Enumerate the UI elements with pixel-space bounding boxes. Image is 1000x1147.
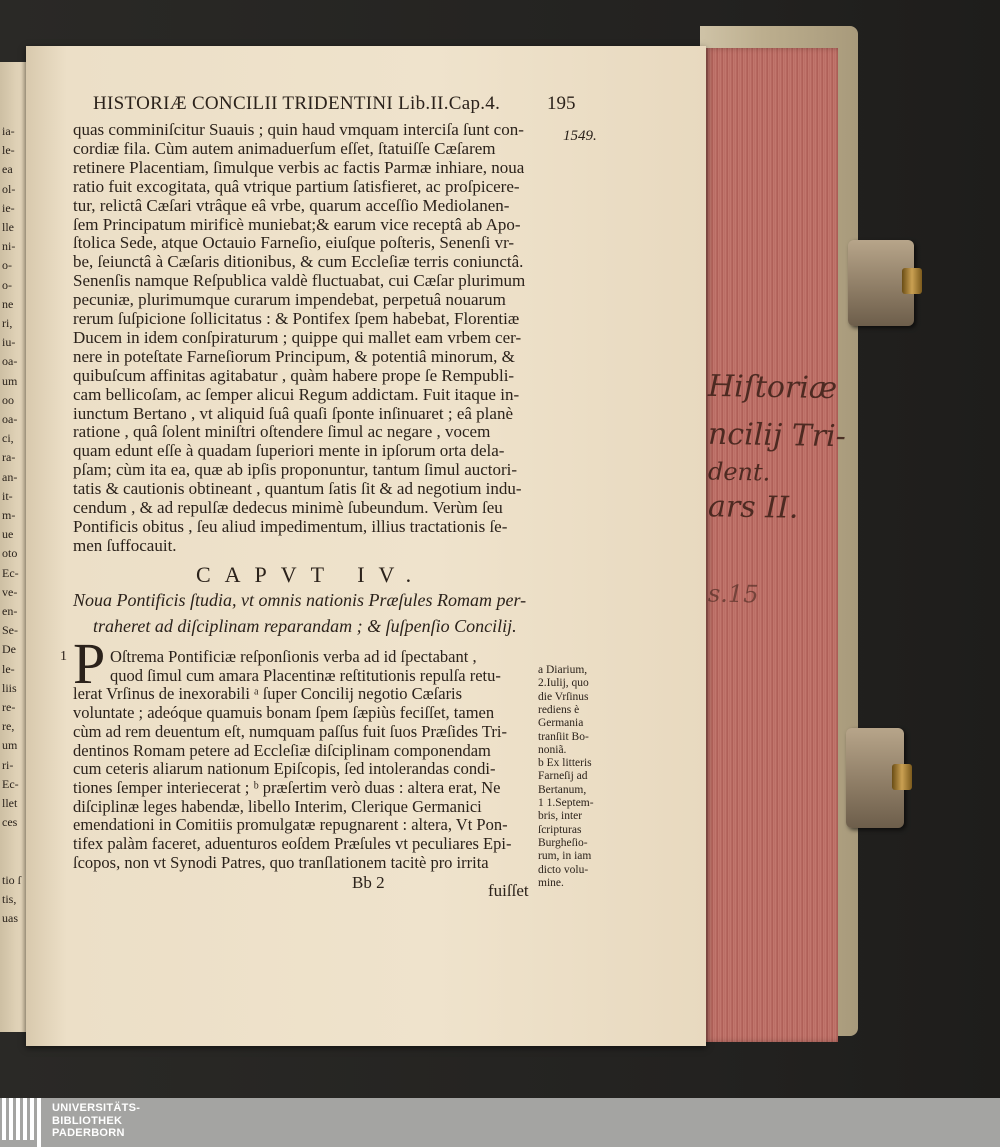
chapter-heading: CAPVT IV. [196, 562, 426, 587]
left-margin-fragment: um [2, 738, 18, 753]
left-margin-fragment: an- [2, 469, 18, 484]
body-line: pecuniæ, plurimumque curarum impendebat, perpetuâ nouarum [73, 290, 506, 310]
body-line: men ſuffocauit. [73, 535, 177, 555]
body-line: ſem Principatum mirificè muniebat;& earum vice receptâ ab Apo- [73, 214, 521, 234]
spine-label-line: Hiſtoriæ [707, 368, 838, 407]
left-margin-fragment: tis, [2, 892, 17, 906]
paragraph-line: voluntate ; adeóque quamuis bonam ſpem ſæpiùs feciſſet, tamen [73, 703, 495, 723]
marginal-note-line: b Ex litteris [538, 757, 592, 770]
left-margin-fragment: ea [2, 162, 13, 177]
body-line: ſtolica Sede, atque Octauio Farneſio, eiuſque poſteris, Senenſi vr- [73, 233, 515, 253]
body-line: ratio fuit excogitata, quâ vtrique partium ſatisfieret, ac proſpicere- [73, 176, 520, 196]
left-margin-fragment: oa- [2, 354, 18, 369]
signature-mark: Bb 2 [352, 873, 385, 892]
paragraph-line: emendationi in Comitiis promulgatæ repugnarent : altera, Vt Pon- [73, 815, 508, 835]
body-line: cordiæ fila. Cùm autem animaduerſum eſſet, ſtatuiſſe Cæſarem [73, 138, 496, 158]
chapter-summary-line: Noua Pontificis ſtudia, vt omnis nationis Præſules Romam per- [73, 590, 527, 610]
left-margin-fragment: uas [2, 911, 18, 926]
marginal-note-line: mine. [538, 876, 564, 889]
marginal-note-line: die Vrſinus [538, 690, 589, 703]
left-margin-fragment: en- [2, 604, 18, 618]
body-line: iunctum Bertano , vt aliquid ſuâ quaſi ſponte inſinuaret ; eâ planè [73, 403, 513, 423]
clasp [846, 728, 904, 828]
logo-line: UNIVERSITÄTS- [52, 1102, 141, 1114]
logo-line: PADERBORN [52, 1127, 125, 1139]
left-margin-fragment: De [2, 642, 16, 657]
marginal-note-line: rum, in iam [538, 850, 592, 863]
marginal-note-line: dicto volu- [538, 863, 589, 876]
body-line: tur, relictâ Cæſari vtrâque eâ vrbe, quarum acceſſio Mediolanen- [73, 195, 510, 215]
left-margin-fragment: ol- [2, 181, 16, 196]
body-line: cam bellicoſam, ac ſemper alicui Regum addictam. Fuit itaque in- [73, 384, 520, 404]
left-margin-fragment: tio ſ [2, 872, 22, 887]
marginal-note-line: 1 1.Septem- [538, 797, 594, 809]
left-margin-fragment: ra- [2, 450, 16, 465]
left-margin-fragment: ne [2, 296, 14, 311]
body-line: ratione , quâ ſolent miniſtri oſtendere ſimul ac negare , vocem [73, 422, 491, 442]
spine-label-line: ncilij Tri- [707, 416, 847, 455]
left-margin-fragment: re, [2, 719, 15, 734]
left-margin-fragment: ni- [2, 239, 16, 254]
left-margin-fragment: llet [2, 796, 18, 810]
body-line: tatis & cautionis obtineant , quantum ſatis ſit & ad negotium indu- [73, 479, 522, 499]
left-margin-fragment: le- [2, 661, 15, 676]
spine-label-line: ars II. [707, 489, 799, 526]
left-margin-fragment: it- [2, 488, 13, 503]
left-margin-fragment: o- [2, 258, 12, 273]
body-line: Ducem in idem conſpiraturum ; quippe qui mallet eam vrbem cer- [73, 327, 522, 347]
left-margin-fragment: ve- [2, 584, 18, 599]
paragraph-line: dentinos Romam petere ad Eccleſiæ diſciplinam componendam [73, 740, 491, 760]
paragraph-line: tifex palàm faceret, aduenturos eoſdem Præſules vt peculiares Epi- [73, 834, 512, 853]
left-margin-fragment: o- [2, 277, 12, 292]
body-line: cendum , & ad repulſæ dedecus minimè ſubeundum. Verùm ſeu [73, 498, 503, 517]
left-margin-fragment: Ec- [2, 776, 19, 791]
marginal-note-line: noniã. [538, 743, 567, 756]
page-fore-edge [704, 48, 838, 1042]
left-margin-fragment: ia- [2, 124, 15, 138]
paragraph-line: cùm ad rem deuentum eſt, numquam paſſus fuit ſuos Præſides Tri- [73, 721, 508, 741]
marginal-note-line: ſcripturas [538, 823, 582, 836]
left-margin-fragment: re- [2, 700, 16, 714]
left-margin-fragment: ces [2, 815, 18, 830]
marginal-note-line: 2.Iulij, quo [538, 677, 589, 690]
body-line: Pontificis obitus , ſeu aliud impedimentum, illius tractationis ſe- [73, 516, 508, 536]
marginal-note-line: rediens è [538, 703, 580, 716]
left-margin-fragment: oto [2, 546, 18, 561]
left-margin-fragment: ue [2, 527, 14, 542]
marginal-note-line: Burgheſio- [538, 836, 588, 849]
spine-label-line: s.15 [707, 579, 759, 609]
library-logo-text [52, 1102, 140, 1140]
logo-line: BIBLIOTHEK [52, 1114, 123, 1127]
left-margin-fragment: oa- [2, 412, 18, 426]
body-line: quas comminiſcitur Suauis ; quin haud vmquam interciſa ſunt con- [73, 120, 524, 139]
body-line: quam edunt eſſe à quadam ſuperiori mente in ipſorum orta dela- [73, 441, 505, 461]
catchword: fuiſſet [488, 881, 529, 900]
marginal-note-line: tranſiit Bo- [538, 730, 589, 743]
footer-bar [0, 1098, 1000, 1147]
left-margin-fragment: liis [2, 680, 17, 695]
marginal-note-line: a Diarium, [538, 664, 588, 676]
paragraph-line: lerat Vrſinus de inexorabili ᵃ ſuper Concilij negotio Cæſaris [73, 684, 463, 704]
paragraph-line: quod ſimul cum amara Placentinæ reſtitutionis repulſa retu- [110, 665, 501, 685]
drop-cap: P [73, 631, 106, 696]
marginal-note-line: Bertanum, [538, 783, 587, 796]
paragraph-number: 1 [60, 649, 67, 664]
body-line: rerum ſuſpicione ſollicitatus : & Pontifex ſpem habebat, Florentiæ [73, 309, 520, 328]
left-margin-fragment: ri- [2, 757, 14, 772]
paragraph-line: diſciplinæ leges habendæ, libello Interim, Clerique Germanici [73, 796, 482, 816]
left-margin-fragment: lle [2, 220, 14, 234]
page-number: 195 [547, 93, 576, 114]
library-logo-icon [0, 1098, 46, 1147]
marginal-note-line: bris, inter [538, 810, 583, 823]
left-margin-fragment: Se- [2, 623, 18, 638]
left-margin-fragment: ri, [2, 316, 13, 330]
left-margin-fragment: iu- [2, 335, 16, 350]
body-line: quibuſcum affinitas agitabatur , quàm habere prope ſe Rempubli- [73, 365, 515, 385]
spine-label-line: dent. [707, 457, 771, 487]
margin-year: 1549. [563, 128, 597, 144]
left-margin-fragment: Ec- [2, 565, 19, 580]
body-line: nere in poteſtate Farneſiorum Principum, & potentiâ minorum, & [73, 346, 515, 366]
left-margin-fragment: le- [2, 143, 15, 158]
paragraph-line: cum ceteris aliarum nationum Epiſcopis, ſed intolerandas condi- [73, 759, 496, 779]
body-line: retinere Placentiam, ſimulque verbis ac factis Parmæ inhiare, noua [73, 157, 525, 177]
paragraph-line: Oſtrema Pontificiæ reſponſionis verba ad id ſpectabant , [110, 647, 477, 666]
marginal-note-line: Germania [538, 717, 584, 730]
body-line: be, ſeiunctâ à Cæſaris ditionibus, & cum Eccleſiæ terris coniunctâ. [73, 252, 524, 272]
left-margin-fragment: m- [2, 508, 16, 522]
left-margin-fragment: ci, [2, 431, 14, 446]
left-margin-fragment: oo [2, 392, 14, 407]
marginal-note-line: Farneſij ad [538, 770, 588, 783]
paragraph-line: ſcopos, non vt Synodi Patres, quo tranſlationem tacitè pro irrita [73, 852, 489, 872]
clasp [848, 240, 914, 326]
left-margin-fragment: ie- [2, 200, 15, 215]
chapter-summary-line: traheret ad diſciplinam reparandam ; & ſuſpenſio Concilij. [93, 616, 517, 636]
body-line: pſam; cùm ita ea, quæ ab ipſis proponuntur, tantum ſimul auctori- [73, 460, 518, 480]
body-line: Senenſis namque Reſpublica valdè fluctuabat, cui Cæſar plurimum [73, 271, 526, 291]
paragraph-line: tiones ſemper interiecerat ; ᵇ præſertim verò duas : altera erat, Ne [73, 777, 501, 797]
running-title: HISTORIÆ CONCILII TRIDENTINI Lib.II.Cap.4. [93, 93, 501, 114]
left-margin-fragment: um [2, 373, 18, 388]
